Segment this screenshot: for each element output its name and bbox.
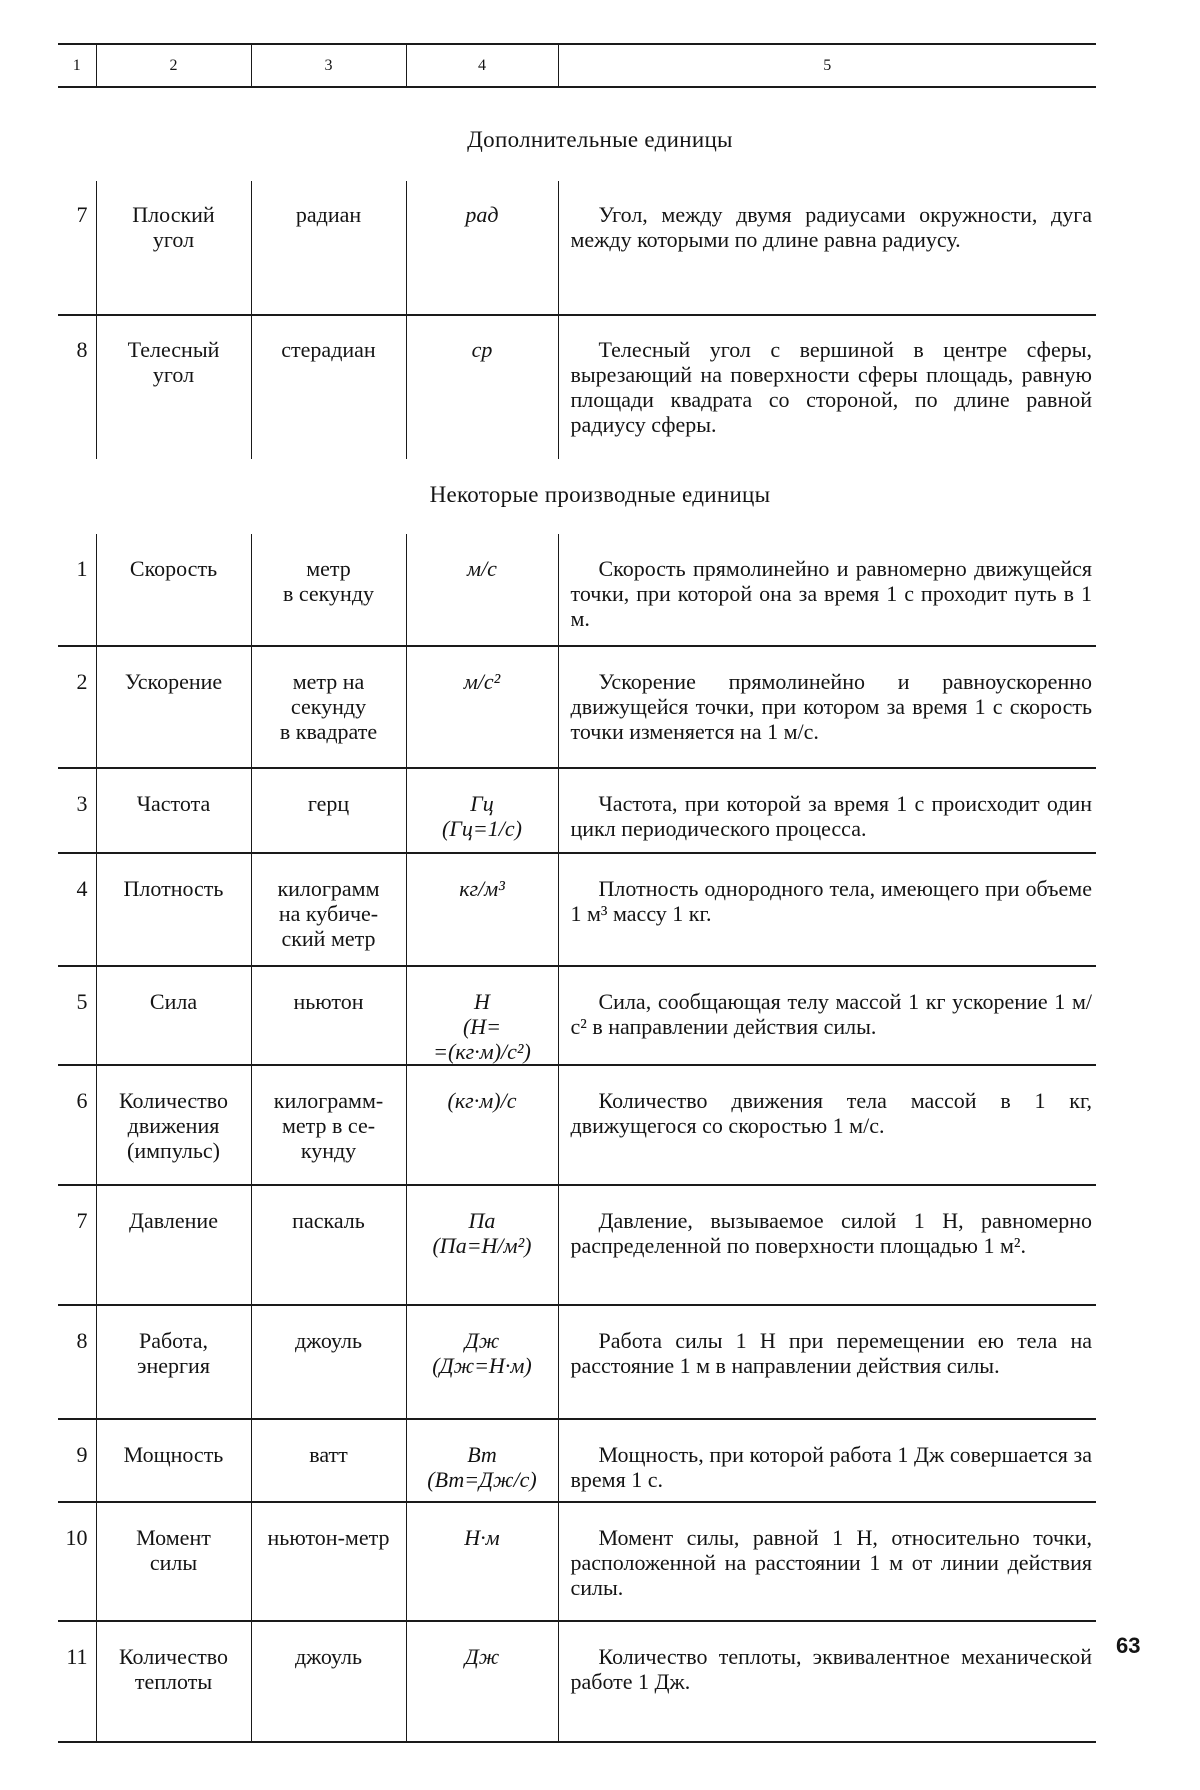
quantity-name	[96, 181, 251, 315]
row-number: 6	[58, 1065, 96, 1185]
unit-line: метр на	[292, 669, 365, 694]
row-number: 10	[58, 1502, 96, 1621]
unit-name	[251, 646, 406, 768]
column-header-table	[58, 43, 1096, 88]
quantity-line: Работа,	[138, 1328, 209, 1353]
column-number-4: 4	[406, 44, 558, 87]
symbol-line: Н	[474, 989, 490, 1014]
quantity-line: энергия	[137, 1353, 210, 1378]
definition-text: Ускорение прямолинейно и равноускоренно движущейся точки, при котором за время 1 с скорость точки изменяется на 1 м/с.	[570, 669, 1092, 744]
unit-line: джоуль	[294, 1644, 363, 1669]
unit-row	[58, 1185, 1096, 1305]
definition-text: Угол, между двумя радиусами окружности, дуга между которыми по длине равна радиусу.	[570, 202, 1092, 252]
row-number: 8	[76, 337, 88, 362]
definition-text: Частота, при которой за время 1 с происходит один цикл периодического процесса.	[570, 791, 1092, 841]
symbol-line: м/с²	[463, 669, 501, 694]
symbol-line: Дж	[464, 1328, 500, 1353]
unit-name	[251, 1185, 406, 1305]
unit-name	[251, 315, 406, 459]
symbol-line: (Вт=Дж/с)	[427, 1467, 537, 1492]
row-number: 1	[58, 534, 96, 646]
definition-text: Сила, сообщающая телу массой 1 кг ускорение 1 м/с² в направлении действия силы.	[570, 989, 1092, 1039]
quantity-name	[96, 646, 251, 768]
unit-symbol	[406, 181, 558, 315]
quantity-name	[96, 768, 251, 853]
definition-text: Скорость прямолинейно и равномерно движущейся точки, при которой она за время 1 с проходит путь в 1 м.	[570, 556, 1092, 631]
unit-definition	[558, 768, 1096, 853]
unit-row	[58, 1502, 1096, 1621]
quantity-line: движения	[127, 1113, 220, 1138]
unit-row	[58, 966, 1096, 1065]
symbol-line: (кг·м)/с	[447, 1088, 517, 1113]
quantity-line: Телесный	[127, 337, 220, 362]
quantity-name	[96, 1065, 251, 1185]
unit-definition	[558, 315, 1096, 459]
quantity-line: Мощность	[123, 1442, 224, 1467]
unit-line: радиан	[295, 202, 362, 227]
quantity-line: Плотность	[123, 876, 224, 901]
unit-row	[58, 768, 1096, 853]
quantity-line: Плоский	[132, 202, 215, 227]
unit-line: джоуль	[294, 1328, 363, 1353]
unit-line: паскаль	[292, 1208, 365, 1233]
row-number: 11	[58, 1621, 96, 1742]
quantity-name	[96, 1621, 251, 1742]
unit-definition	[558, 853, 1096, 966]
definition-text: Телесный угол с вершиной в центре сферы, вырезающий на поверхности сферы площадь, равную площади квадрата со стороной, по длине равной радиусу сферы.	[570, 337, 1092, 437]
definition-text: Мощность, при которой работа 1 Дж совершается за время 1 с.	[570, 1442, 1092, 1492]
unit-name	[251, 534, 406, 646]
symbol-line: Па	[468, 1208, 496, 1233]
quantity-line: Давление	[129, 1208, 218, 1233]
quantity-name	[96, 534, 251, 646]
column-number-1: 1	[58, 44, 96, 87]
unit-definition	[558, 966, 1096, 1065]
unit-row	[58, 1419, 1096, 1502]
symbol-line: (Па=Н/м²)	[432, 1233, 532, 1258]
unit-row	[58, 853, 1096, 966]
quantity-line: Ускорение	[124, 669, 223, 694]
unit-name	[251, 1419, 406, 1502]
definition-text: Количество теплоты, эквивалентное механической работе 1 Дж.	[570, 1644, 1092, 1694]
unit-symbol	[406, 768, 558, 853]
unit-line: ватт	[309, 1442, 348, 1467]
quantity-line: Частота	[136, 791, 211, 816]
unit-symbol	[406, 853, 558, 966]
unit-line: в квадрате	[279, 719, 378, 744]
unit-row	[58, 534, 1096, 646]
unit-symbol	[406, 966, 558, 1065]
quantity-line: угол	[152, 227, 195, 252]
unit-row	[58, 1621, 1096, 1742]
unit-symbol	[406, 534, 558, 646]
unit-symbol	[406, 1185, 558, 1305]
unit-definition	[558, 1305, 1096, 1419]
unit-line: герц	[307, 791, 350, 816]
symbol-line: Вт	[467, 1442, 497, 1467]
symbol-line: (Н=	[462, 1014, 502, 1039]
unit-row	[58, 315, 1096, 459]
unit-symbol	[406, 1502, 558, 1621]
column-number-3: 3	[251, 44, 406, 87]
symbol-line: м/с	[467, 556, 497, 581]
unit-definition	[558, 181, 1096, 315]
quantity-line: Момент	[136, 1525, 211, 1550]
quantity-line: теплоты	[134, 1669, 213, 1694]
unit-definition	[558, 1621, 1096, 1742]
unit-name	[251, 1621, 406, 1742]
quantity-name	[96, 1305, 251, 1419]
column-header-row	[58, 44, 1096, 87]
quantity-name	[96, 315, 251, 459]
unit-definition	[558, 1502, 1096, 1621]
quantity-line: Сила	[149, 989, 198, 1014]
row-number: 7	[58, 1185, 96, 1305]
unit-symbol	[406, 1419, 558, 1502]
row-number: 3	[58, 768, 96, 853]
definition-text: Плотность однородного тела, имеющего при объеме 1 м³ массу 1 кг.	[570, 876, 1092, 926]
unit-definition	[558, 1065, 1096, 1185]
row-number: 4	[58, 853, 96, 966]
definition-text: Работа силы 1 Н при перемещении ею тела на расстояние 1 м в направлении действия силы.	[570, 1328, 1092, 1378]
unit-definition	[558, 646, 1096, 768]
symbol-line: =(кг·м)/с²)	[433, 1039, 531, 1064]
unit-line: килограмм	[277, 876, 380, 901]
unit-line: на кубиче-	[278, 901, 379, 926]
quantity-line: Скорость	[129, 556, 218, 581]
symbol-line: Н·м	[464, 1525, 500, 1550]
row-number: 8	[58, 1305, 96, 1419]
unit-name	[251, 768, 406, 853]
unit-line: в секунду	[282, 581, 375, 606]
derived-units-table	[58, 534, 1096, 1743]
unit-symbol	[406, 646, 558, 768]
quantity-line: Количество	[118, 1088, 229, 1113]
definition-text: Давление, вызываемое силой 1 Н, равномерно распределенной по поверхности площадью 1 м².	[570, 1208, 1092, 1258]
unit-row	[58, 646, 1096, 768]
row-number: 2	[58, 646, 96, 768]
unit-line: метр в се-	[281, 1113, 376, 1138]
unit-definition	[558, 1419, 1096, 1502]
symbol-line: ср	[471, 337, 493, 362]
quantity-name	[96, 1502, 251, 1621]
symbol-line: Гц	[470, 791, 494, 816]
unit-symbol	[406, 315, 558, 459]
column-number-2: 2	[96, 44, 251, 87]
quantity-line: угол	[152, 362, 195, 387]
symbol-line: рад	[465, 202, 499, 227]
quantity-line: (импульс)	[127, 1138, 220, 1163]
unit-name	[251, 181, 406, 315]
page-number: 63	[1116, 1633, 1141, 1658]
unit-name	[251, 1305, 406, 1419]
row-number: 9	[58, 1419, 96, 1502]
symbol-line: Дж	[464, 1644, 500, 1669]
unit-definition	[558, 1185, 1096, 1305]
definition-text: Момент силы, равной 1 Н, относительно точки, расположенной на расстоянии 1 м от линии действия силы.	[570, 1525, 1092, 1600]
symbol-line: кг/м³	[459, 876, 505, 901]
symbol-line: (Гц=1/с)	[442, 816, 522, 841]
definition-text: Количество движения тела массой в 1 кг, движущегося со скоростью 1 м/с.	[570, 1088, 1092, 1138]
unit-line: метр	[306, 556, 351, 581]
quantity-name	[96, 1185, 251, 1305]
unit-line: килограмм-	[273, 1088, 384, 1113]
section-title-derived: Некоторые производные единицы	[429, 482, 771, 507]
unit-symbol	[406, 1065, 558, 1185]
unit-name	[251, 853, 406, 966]
unit-row	[58, 1305, 1096, 1419]
quantity-name	[96, 966, 251, 1065]
unit-symbol	[406, 1621, 558, 1742]
unit-symbol	[406, 1305, 558, 1419]
unit-row	[58, 181, 1096, 315]
unit-name	[251, 966, 406, 1065]
unit-definition	[558, 534, 1096, 646]
quantity-line: силы	[149, 1550, 198, 1575]
unit-name	[251, 1502, 406, 1621]
section-title-supplementary: Дополнительные единицы	[467, 127, 733, 152]
unit-line: ньютон	[293, 989, 364, 1014]
unit-line: ньютон-метр	[267, 1525, 390, 1550]
unit-name	[251, 1065, 406, 1185]
symbol-line: (Дж=Н·м)	[432, 1353, 532, 1378]
quantity-name	[96, 853, 251, 966]
supplementary-units-table	[58, 181, 1096, 459]
unit-line: стерадиан	[281, 337, 376, 362]
unit-row	[58, 1065, 1096, 1185]
unit-line: ский метр	[281, 926, 376, 951]
row-number: 7	[58, 181, 96, 315]
column-number-5: 5	[558, 44, 1096, 87]
quantity-name	[96, 1419, 251, 1502]
unit-line: кунду	[300, 1138, 357, 1163]
row-number: 5	[58, 966, 96, 1065]
quantity-line: Количество	[118, 1644, 229, 1669]
unit-line: секунду	[290, 694, 367, 719]
